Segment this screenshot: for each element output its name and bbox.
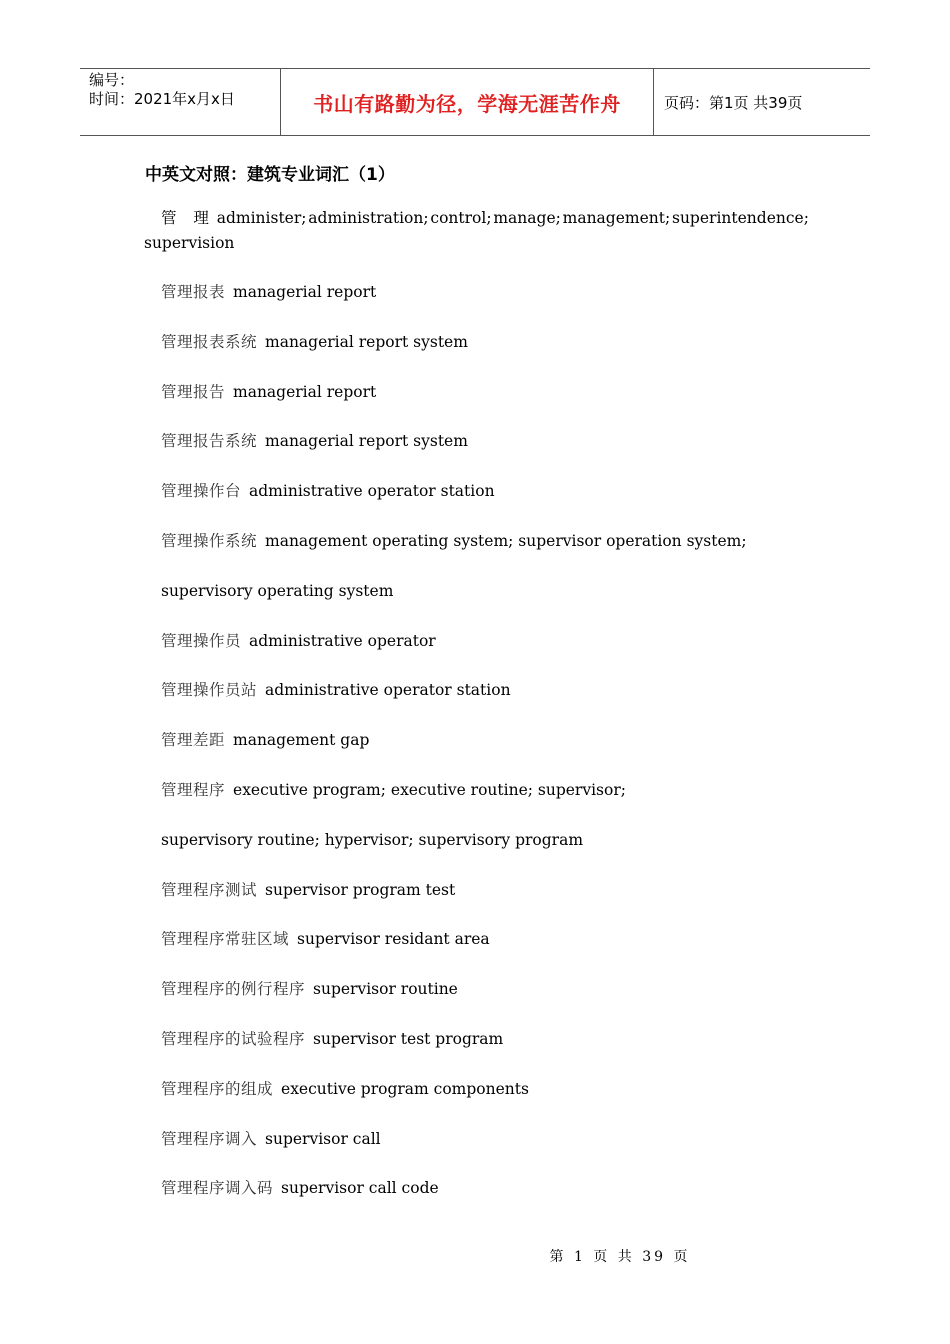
list-item [161, 927, 747, 977]
entry-english: administrative operator station [265, 681, 511, 700]
list-item [161, 678, 747, 728]
list-item [161, 1077, 747, 1127]
list-item [161, 1027, 747, 1077]
entry-english: managerial report [233, 382, 377, 401]
entry-english: supervisor test program [313, 1029, 504, 1048]
entry-term: administration; [308, 209, 429, 227]
entry-term: administer; [216, 209, 307, 227]
entry-english: managerial report system [265, 432, 468, 451]
list-item [161, 330, 747, 380]
list-item [161, 529, 747, 579]
header-meta [80, 69, 281, 135]
list-item [161, 479, 747, 529]
entry-term: management; [562, 209, 671, 227]
entry-english: supervisory routine; hypervisor; supervisory program [161, 830, 584, 849]
entry-chinese: 管理操作台 [161, 482, 242, 501]
time-label: 时间：2021年x月x日 [89, 90, 235, 108]
page-label: 页码：第1页 共39页 [664, 93, 803, 112]
list-item-continuation [161, 579, 747, 629]
number-label: 编号： [89, 71, 135, 89]
entry-chinese: 管理程序 [161, 780, 226, 799]
entry-chinese: 管理差距 [161, 731, 226, 750]
list-item [161, 1127, 747, 1177]
entry-chinese: 管理报告系统 [161, 432, 258, 451]
page-footer: 第 1 页 共 39 页 [549, 1249, 691, 1265]
entry-english: managerial report system [265, 332, 468, 351]
entry-chinese: 管理程序的例行程序 [161, 980, 306, 999]
document-title: 中英文对照：建筑专业词汇（1） [145, 165, 395, 185]
list-item [161, 977, 747, 1027]
entry-english: supervisory operating system [161, 581, 394, 600]
entry-english: supervisor call [265, 1129, 381, 1148]
entry-chinese: 管理操作员站 [161, 681, 258, 700]
list-item [161, 728, 747, 778]
first-entry [144, 206, 809, 256]
entry-term: manage; [493, 209, 561, 227]
entry-chinese: 管理程序的试验程序 [161, 1029, 306, 1048]
entry-chinese: 管理报表 [161, 283, 226, 301]
entry-chinese: 管理程序调入 [161, 1129, 258, 1148]
entry-chinese: 管理程序调入码 [161, 1179, 274, 1198]
motto: 书山有路勤为径，学海无涯苦作舟 [313, 91, 621, 116]
header-page-cell [654, 69, 870, 135]
entry-english: executive program components [281, 1079, 529, 1098]
first-entry-continuation: supervision [144, 234, 235, 252]
entry-chinese: 管理程序测试 [161, 880, 258, 899]
list-item [161, 280, 747, 330]
header-motto-cell [281, 69, 654, 135]
entry-english: management gap [233, 731, 370, 750]
list-item [161, 429, 747, 479]
entry-chinese: 管 理 [161, 209, 215, 227]
list-item-continuation [161, 828, 747, 878]
entry-english: supervisor routine [313, 980, 458, 999]
entry-english: supervisor call code [281, 1179, 439, 1198]
entry-english: supervisor residant area [297, 930, 490, 949]
entry-list [161, 280, 747, 1226]
list-item [161, 778, 747, 828]
entry-english: supervisor program test [265, 880, 456, 899]
entry-english: executive program; executive routine; supervisor; [233, 780, 626, 799]
entry-chinese: 管理操作系统 [161, 531, 258, 550]
entry-english: administrative operator station [249, 482, 495, 501]
list-item [161, 878, 747, 928]
entry-chinese: 管理程序的组成 [161, 1079, 274, 1098]
entry-chinese: 管理报表系统 [161, 332, 258, 351]
first-entry-row [144, 206, 809, 231]
entry-english: management operating system; supervisor operation system; [265, 531, 747, 550]
entry-chinese: 管理操作员 [161, 631, 242, 650]
entry-chinese: 管理程序常驻区域 [161, 930, 290, 949]
entry-term: superintendence; [672, 209, 809, 227]
entry-english: administrative operator [249, 631, 436, 650]
page-header [80, 68, 870, 136]
list-item [161, 629, 747, 679]
list-item [161, 1176, 747, 1226]
list-item [161, 380, 747, 430]
entry-english: managerial report [233, 283, 377, 301]
entry-chinese: 管理报告 [161, 382, 226, 401]
entry-term: control; [430, 209, 492, 227]
